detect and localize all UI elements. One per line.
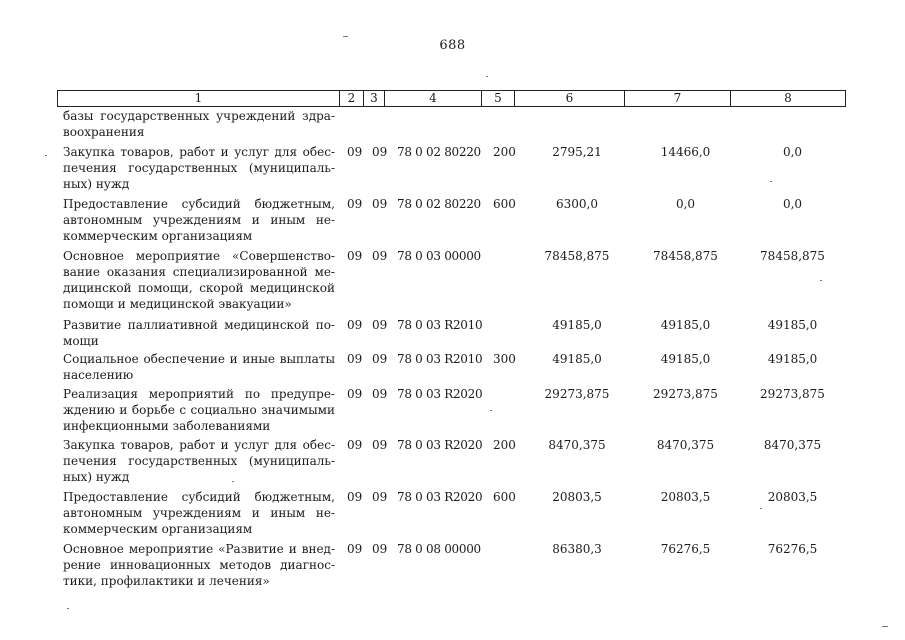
scan-speck — [760, 508, 762, 509]
target-article-code: 78 0 02 80220 — [397, 145, 481, 159]
amount-col-7: 49185,0 — [660, 318, 711, 332]
expense-type-code: 200 — [493, 438, 516, 452]
amount-col-8: 0,0 — [782, 145, 803, 159]
description-line: коммерческим организациям — [63, 229, 253, 243]
amount-col-6: 20803,5 — [552, 490, 602, 504]
description-line: Основное мероприятие «Совершенство- — [63, 249, 335, 263]
description-line: Социальное обеспечение и иные выплаты — [63, 352, 335, 366]
description-line: тики, профилактики и лечения» — [63, 574, 270, 588]
amount-col-8: 49185,0 — [767, 352, 818, 366]
target-article-code: 78 0 03 R2020 — [397, 387, 483, 401]
amount-col-8: 8470,375 — [763, 438, 822, 452]
amount-col-7: 76276,5 — [660, 542, 711, 556]
row-description — [63, 541, 335, 589]
section-code: 09 — [347, 145, 363, 159]
header-col-2: 2 — [340, 91, 364, 107]
header-col-5: 5 — [482, 91, 515, 107]
row-description — [63, 317, 335, 349]
scan-speck — [343, 36, 348, 37]
target-article-code: 78 0 08 00000 — [397, 542, 481, 556]
amount-col-7: 78458,875 — [653, 249, 718, 263]
expense-type-code: 200 — [493, 145, 516, 159]
row-description — [63, 196, 335, 244]
section-code: 09 — [347, 352, 363, 366]
target-article-code: 78 0 02 80220 — [397, 197, 481, 211]
description-line: дицинской помощи, скорой медицинской — [63, 281, 335, 295]
section-code: 09 — [347, 490, 363, 504]
subsection-code: 09 — [372, 145, 388, 159]
header-col-3: 3 — [364, 91, 385, 107]
scan-speck — [882, 626, 888, 627]
target-article-code: 78 0 03 R2020 — [397, 490, 483, 504]
description-line: ных) нужд — [63, 177, 130, 191]
subsection-code: 09 — [372, 490, 388, 504]
description-line: Предоставление субсидий бюджетным, — [63, 490, 335, 504]
section-code: 09 — [347, 542, 363, 556]
amount-col-7: 8470,375 — [656, 438, 715, 452]
amount-col-8: 76276,5 — [767, 542, 818, 556]
amount-col-6: 86380,3 — [552, 542, 602, 556]
target-article-code: 78 0 03 00000 — [397, 249, 481, 263]
row-description — [63, 437, 335, 485]
row-description — [63, 144, 335, 192]
description-line: ных) нужд — [63, 470, 130, 484]
target-article-code: 78 0 03 R2010 — [397, 352, 483, 366]
amount-col-6: 49185,0 — [552, 352, 602, 366]
header-col-6: 6 — [515, 91, 625, 107]
description-line: помощи и медицинской эвакуации» — [63, 297, 292, 311]
description-line: базы государственных учреждений здра- — [63, 109, 335, 123]
description-line: Закупка товаров, работ и услуг для обес- — [63, 145, 335, 159]
section-code: 09 — [347, 438, 363, 452]
description-line: ждению и борьбе с социально значимыми — [63, 403, 335, 417]
amount-col-8: 78458,875 — [760, 249, 825, 263]
amount-col-7: 20803,5 — [660, 490, 711, 504]
target-article-code: 78 0 03 R2010 — [397, 318, 483, 332]
header-col-4: 4 — [385, 91, 482, 107]
scan-speck — [486, 76, 488, 77]
expense-type-code: 300 — [493, 352, 516, 366]
description-line: печения государственных (муниципаль- — [63, 454, 335, 468]
subsection-code: 09 — [372, 438, 388, 452]
amount-col-8: 20803,5 — [767, 490, 818, 504]
description-line: воохранения — [63, 125, 145, 139]
amount-col-6: 78458,875 — [544, 249, 610, 263]
amount-col-7: 0,0 — [675, 197, 696, 211]
amount-col-8: 49185,0 — [767, 318, 818, 332]
row-description — [63, 248, 335, 312]
description-line: мощи — [63, 334, 99, 348]
amount-col-8: 29273,875 — [760, 387, 825, 401]
section-code: 09 — [347, 387, 363, 401]
header-col-7: 7 — [625, 91, 731, 107]
row-description — [63, 351, 335, 383]
amount-col-7: 29273,875 — [653, 387, 718, 401]
amount-col-7: 49185,0 — [660, 352, 711, 366]
description-line: Развитие паллиативной медицинской по- — [63, 318, 335, 332]
page-number: 688 — [439, 38, 466, 53]
description-line: автономным учреждениям и иным не- — [63, 506, 335, 520]
subsection-code: 09 — [372, 197, 388, 211]
subsection-code: 09 — [372, 387, 388, 401]
section-code: 09 — [347, 249, 363, 263]
amount-col-6: 8470,375 — [548, 438, 606, 452]
amount-col-7: 14466,0 — [660, 145, 711, 159]
expense-type-code: 600 — [493, 197, 516, 211]
subsection-code: 09 — [372, 352, 388, 366]
description-line: инфекционными заболеваниями — [63, 419, 271, 433]
amount-col-6: 6300,0 — [556, 197, 598, 211]
section-code: 09 — [347, 197, 363, 211]
expense-type-code: 600 — [493, 490, 516, 504]
scan-speck — [770, 181, 772, 182]
target-article-code: 78 0 03 R2020 — [397, 438, 483, 452]
subsection-code: 09 — [372, 542, 388, 556]
amount-col-6: 2795,21 — [552, 145, 602, 159]
description-line: населению — [63, 368, 134, 382]
description-line: коммерческим организациям — [63, 522, 253, 536]
subsection-code: 09 — [372, 249, 388, 263]
header-col-1: 1 — [58, 91, 340, 107]
description-line: Закупка товаров, работ и услуг для обес- — [63, 438, 335, 452]
description-line: вание оказания специализированной ме- — [63, 265, 335, 279]
description-line: Реализация мероприятий по предупре- — [63, 387, 335, 401]
amount-col-8: 0,0 — [782, 197, 803, 211]
subsection-code: 09 — [372, 318, 388, 332]
scan-speck — [232, 481, 234, 482]
scan-speck — [490, 410, 492, 411]
scan-speck — [45, 155, 47, 156]
description-line: автономным учреждениям и иным не- — [63, 213, 335, 227]
row-description — [63, 386, 335, 434]
scan-speck — [820, 280, 822, 281]
description-line: печения государственных (муниципаль- — [63, 161, 335, 175]
header-col-8: 8 — [731, 91, 846, 107]
row-description — [63, 108, 335, 140]
amount-col-6: 29273,875 — [544, 387, 610, 401]
description-line: Основное мероприятие «Развитие и внед- — [63, 542, 335, 556]
row-description — [63, 489, 335, 537]
amount-col-6: 49185,0 — [552, 318, 602, 332]
section-code: 09 — [347, 318, 363, 332]
description-line: рение инновационных методов диагнос- — [63, 558, 335, 572]
scan-speck — [67, 608, 69, 609]
description-line: Предоставление субсидий бюджетным, — [63, 197, 335, 211]
